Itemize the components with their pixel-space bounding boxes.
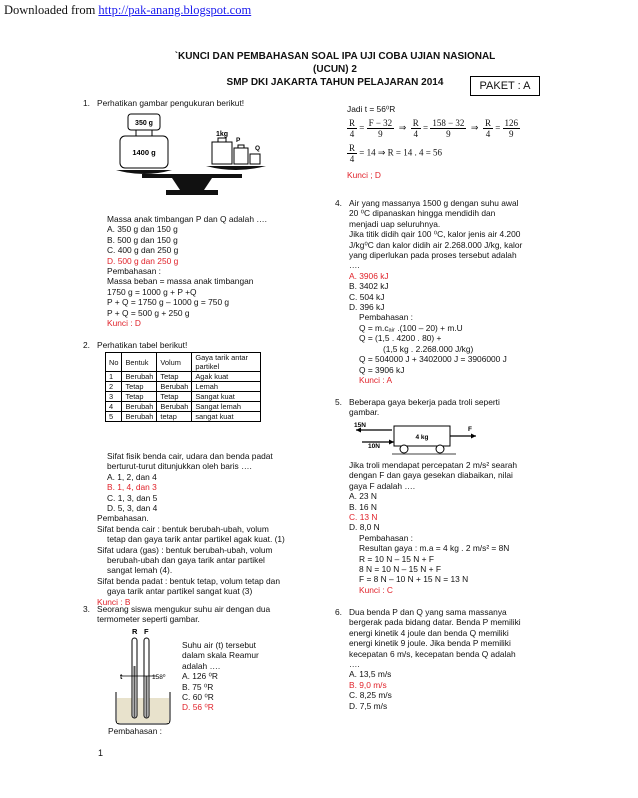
q4-calc-5: Q = 3906 kJ bbox=[359, 364, 405, 375]
table-cell: Tetap bbox=[157, 372, 192, 382]
frac-den: 9 bbox=[446, 129, 451, 140]
q3-question-1: Suhu air (t) tersebut bbox=[182, 640, 257, 650]
weight-q-label: Q bbox=[255, 145, 261, 152]
q4-line-7: …. bbox=[349, 260, 360, 271]
q3-kunci: Kunci ; D bbox=[347, 170, 381, 181]
q2-number: 2. bbox=[83, 340, 90, 350]
q4-calc-4: Q = 504000 J + 3402000 J = 3906000 J bbox=[359, 354, 507, 365]
question-3 bbox=[83, 604, 322, 625]
q3-body bbox=[182, 640, 322, 713]
result-14: = 14 ⇒ R = 14 . 4 = 56 bbox=[359, 147, 443, 158]
q3-solution bbox=[333, 104, 548, 181]
force-15n-label: 15N bbox=[354, 422, 366, 429]
balance-scale-figure bbox=[112, 110, 292, 206]
q3-formula-1 bbox=[333, 118, 548, 139]
mass-label: 4 kg bbox=[415, 434, 429, 441]
weight-1400-label: 1400 g bbox=[132, 148, 156, 157]
q4-line-1: Air yang massanya 1500 g dengan suhu awal bbox=[349, 198, 519, 208]
table-cell: sangat kuat bbox=[192, 412, 261, 422]
q3-question-2: dalam skala Reamur bbox=[182, 650, 259, 661]
q4-line-2: 20 ⁰C dipanaskan hingga mendidih dan bbox=[349, 208, 496, 219]
table-row bbox=[106, 372, 261, 382]
page-number: 1 bbox=[98, 748, 104, 758]
q4-calc-2: Q = (1,5 . 4200 . 80) + bbox=[359, 333, 442, 344]
q5-option-c[interactable]: C. 13 N bbox=[349, 512, 378, 523]
q2-pembahasan-label: Pembahasan. bbox=[97, 513, 149, 524]
q2-line-7: gaya tarik antar partikel sangat kuat (3) bbox=[107, 586, 253, 597]
table-cell: Lemah bbox=[192, 382, 261, 392]
table-cell: Sangat kuat bbox=[192, 392, 261, 402]
q1-kunci: Kunci : D bbox=[107, 318, 141, 329]
q4-number: 4. bbox=[335, 198, 342, 208]
q6-option-c[interactable]: C. 8,25 m/s bbox=[349, 690, 392, 701]
q6-option-d[interactable]: D. 7,5 m/s bbox=[349, 700, 388, 711]
table-header: No bbox=[106, 353, 122, 372]
frac-den: 9 bbox=[378, 129, 383, 140]
q1-option-a[interactable]: A. 350 g dan 150 g bbox=[107, 224, 178, 235]
q4-kunci: Kunci : A bbox=[359, 374, 393, 385]
frac-num: F − 32 bbox=[368, 118, 393, 129]
q5-pembahasan-label: Pembahasan : bbox=[359, 532, 414, 543]
q6-option-b[interactable]: B. 9,0 m/s bbox=[349, 679, 387, 690]
table-cell: Tetap bbox=[122, 392, 157, 402]
page-title bbox=[170, 50, 500, 89]
q3-option-c[interactable]: C. 60 ⁰R bbox=[182, 692, 214, 703]
q5-text-1: Beberapa gaya bekerja pada troli seperti bbox=[349, 397, 500, 407]
frac-den: 4 bbox=[349, 129, 355, 140]
question-6 bbox=[335, 607, 549, 711]
q4-option-d[interactable]: D. 396 kJ bbox=[349, 302, 385, 313]
q1-line-2: 1750 g = 1000 g + P +Q bbox=[107, 286, 197, 297]
q3-option-b[interactable]: B. 75 ⁰R bbox=[182, 681, 214, 692]
q2-line-5: sangat lemah (4). bbox=[107, 565, 173, 576]
q2-line-6: Sifat benda padat : bentuk tetap, volum tetap dan bbox=[97, 575, 280, 586]
q2-option-c[interactable]: C. 1, 3, dan 5 bbox=[107, 492, 158, 503]
table-header-row bbox=[106, 353, 261, 372]
q4-line-4: Jika titik didih qair 100 ⁰C, kalor jenis air 4.200 bbox=[349, 229, 521, 240]
q1-option-d[interactable]: D. 500 g dan 250 g bbox=[107, 255, 179, 266]
download-prefix: Downloaded from bbox=[4, 3, 99, 17]
weight-350-label: 350 g bbox=[135, 120, 153, 127]
frac-num: 126 bbox=[504, 118, 519, 129]
table-header: Volum bbox=[157, 353, 192, 372]
implies: ⇒ bbox=[470, 122, 479, 133]
frac bbox=[347, 143, 357, 164]
table-cell: Berubah bbox=[157, 402, 192, 412]
table-header: Gaya tarik antar partikel bbox=[192, 353, 261, 372]
q1-option-b[interactable]: B. 500 g dan 150 g bbox=[107, 234, 178, 245]
q4-line-6: yang diperlukan pada proses tersebut adalah bbox=[349, 250, 517, 261]
q5-option-d[interactable]: D. 8,0 N bbox=[349, 522, 380, 533]
q2-line-2: tetap dan gaya tarik antar partikel agak kuat. (1) bbox=[107, 534, 285, 545]
q3-number: 3. bbox=[83, 604, 90, 614]
q4-line-3: menjadi uap seluruhnya. bbox=[349, 218, 441, 229]
q1-text: Perhatikan gambar pengukuran berikut! bbox=[97, 98, 245, 108]
q1-option-c[interactable]: C. 400 g dan 250 g bbox=[107, 245, 179, 256]
frac-num: R bbox=[349, 118, 356, 129]
q6-line-4: energi kinetik 9 joule. Jika benda P memiliki bbox=[349, 638, 511, 649]
q5-option-a[interactable]: A. 23 N bbox=[349, 491, 377, 502]
table-cell: Berubah bbox=[122, 402, 157, 412]
table-cell: Agak kuat bbox=[192, 372, 261, 382]
table-cell: Tetap bbox=[122, 382, 157, 392]
q5-calc-1: Resultan gaya : m.a = 4 kg . 2 m/s² = 8N bbox=[359, 543, 510, 554]
q2-option-a[interactable]: A. 1, 2, dan 4 bbox=[107, 471, 157, 482]
q3-text-2: termometer seperti gambar. bbox=[97, 614, 200, 625]
table-cell: 3 bbox=[106, 392, 122, 402]
thermo-t-label: t bbox=[120, 674, 123, 681]
q1-pembahasan-label: Pembahasan : bbox=[107, 266, 162, 277]
weight-p-label: P bbox=[236, 137, 241, 144]
frac-num: R bbox=[484, 118, 491, 129]
q6-line-2: bergerak pada bidang datar. Benda P memiliki bbox=[349, 617, 521, 628]
frac-den: 4 bbox=[349, 154, 355, 165]
table-cell: 5 bbox=[106, 412, 122, 422]
q6-line-3: energi kinetik 4 joule dan benda Q memiliki bbox=[349, 627, 509, 638]
q4-pembahasan-label: Pembahasan : bbox=[359, 312, 414, 323]
equals: = bbox=[359, 122, 365, 133]
frac bbox=[367, 118, 395, 139]
thermometer-figure bbox=[112, 626, 174, 726]
q3-option-a[interactable]: A. 126 ⁰R bbox=[182, 671, 218, 682]
q3-question-3: adalah …. bbox=[182, 660, 221, 671]
frac-den: 9 bbox=[509, 129, 514, 140]
q2-option-d[interactable]: D. 5, 3, dan 4 bbox=[107, 503, 158, 514]
q6-option-a[interactable]: A. 13,5 m/s bbox=[349, 669, 392, 680]
implies: ⇒ bbox=[398, 122, 407, 133]
frac-den: 4 bbox=[413, 129, 418, 140]
download-header bbox=[4, 3, 251, 18]
frac-num: 158 − 32 bbox=[432, 118, 465, 129]
weight-1kg-label: 1kg bbox=[216, 131, 229, 138]
q6-number: 6. bbox=[335, 607, 342, 617]
table-cell: tetap bbox=[157, 412, 192, 422]
q3-formula-2 bbox=[333, 143, 548, 164]
q5-question-1: Jika troli mendapat percepatan 2 m/s² searah bbox=[349, 460, 518, 470]
q2-line-3: Sifat udara (gas) : bentuk berubah-ubah, volum bbox=[97, 544, 273, 555]
q2-kunci: Kunci : B bbox=[97, 596, 131, 607]
q1-line-1: Massa beban = massa anak timbangan bbox=[107, 276, 254, 287]
q6-line-6: …. bbox=[349, 659, 360, 670]
thermo-r-label: R bbox=[132, 627, 138, 636]
table-cell: 2 bbox=[106, 382, 122, 392]
q1-body bbox=[97, 214, 322, 328]
frac-num: R bbox=[349, 143, 356, 154]
table-cell: 4 bbox=[106, 402, 122, 412]
q2-question-2: berturut-turut ditunjukkan oleh baris …. bbox=[107, 461, 252, 472]
q3-option-d[interactable]: D. 56 ⁰R bbox=[182, 702, 214, 713]
q5-number: 5. bbox=[335, 397, 342, 407]
table-cell: Berubah bbox=[122, 412, 157, 422]
table-cell: Berubah bbox=[157, 382, 192, 392]
q2-line-1: Sifat benda cair : bentuk berubah-ubah, volum bbox=[97, 523, 269, 534]
thermo-f-label: F bbox=[144, 627, 149, 636]
table-cell: Sangat lemah bbox=[192, 402, 261, 412]
frac bbox=[430, 118, 466, 139]
frac-den: 4 bbox=[485, 129, 491, 140]
q6-line-5: kecepatan 6 m/s, kecepatan benda Q adalah bbox=[349, 648, 516, 659]
q1-line-3: P + Q = 1750 g – 1000 g = 750 g bbox=[107, 297, 230, 308]
q2-line-4: berubah-ubah dan gaya tarik antar partikel bbox=[107, 555, 265, 566]
frac bbox=[411, 118, 421, 139]
question-2 bbox=[83, 340, 322, 422]
question-5 bbox=[335, 397, 549, 418]
q1-number: 1. bbox=[83, 98, 90, 108]
q2-text: Perhatikan tabel berikut! bbox=[97, 340, 188, 350]
q2-option-b[interactable]: B. 1, 4, dan 3 bbox=[107, 482, 157, 493]
q3-pembahasan-label: Pembahasan : bbox=[108, 726, 163, 736]
q5-calc-3: 8 N = 10 N – 15 N + F bbox=[359, 564, 441, 575]
table-row bbox=[106, 402, 261, 412]
frac bbox=[503, 118, 521, 139]
table-row bbox=[106, 392, 261, 402]
q5-calc-2: R = 10 N – 15 N + F bbox=[359, 553, 434, 564]
table-cell: Berubah bbox=[122, 372, 157, 382]
table-header: Bentuk bbox=[122, 353, 157, 372]
q5-question-3: gaya F adalah …. bbox=[349, 480, 416, 491]
paket-badge: PAKET : A bbox=[470, 76, 540, 96]
trolley-figure bbox=[352, 420, 482, 456]
q4-calc-1: Q = m.cₐᵢᵣ .(100 – 20) + m.U bbox=[359, 322, 463, 333]
q4-calc-3: (1,5 kg . 2.268.000 J/kg) bbox=[383, 343, 474, 354]
q5-question-2: dengan F dan gaya gesekan diabaikan, nilai bbox=[349, 470, 513, 481]
q3-jadi: Jadi t = 56⁰R bbox=[347, 104, 396, 114]
q5-calc-4: F = 8 N – 10 N + 15 N = 13 N bbox=[359, 574, 469, 585]
equals: = bbox=[423, 122, 429, 133]
q4-option-a[interactable]: A. 3906 kJ bbox=[349, 270, 389, 281]
frac bbox=[347, 118, 357, 139]
q6-line-1: Dua benda P dan Q yang sama massanya bbox=[349, 607, 507, 617]
table-row bbox=[106, 382, 261, 392]
q3-text-1: Seorang siswa mengukur suhu air dengan dua bbox=[97, 604, 271, 614]
question-1 bbox=[83, 98, 322, 108]
q1-line-4: P + Q = 500 g + 250 g bbox=[107, 307, 190, 318]
q5-kunci: Kunci : C bbox=[359, 584, 393, 595]
q5-body bbox=[349, 460, 549, 595]
q5-text-2: gambar. bbox=[349, 407, 380, 418]
q5-option-b[interactable]: B. 16 N bbox=[349, 501, 377, 512]
frac bbox=[483, 118, 493, 139]
question-4 bbox=[335, 198, 549, 385]
equals: = bbox=[495, 122, 501, 133]
blog-link[interactable]: http://pak-anang.blogspot.com bbox=[98, 3, 252, 17]
force-f-label: F bbox=[468, 426, 472, 433]
table-row bbox=[106, 412, 261, 422]
table-cell: 1 bbox=[106, 372, 122, 382]
q4-option-c[interactable]: C. 504 kJ bbox=[349, 291, 385, 302]
q4-option-b[interactable]: B. 3402 kJ bbox=[349, 281, 389, 292]
q2-question-1: Sifat fisik benda cair, udara dan benda padat bbox=[107, 451, 273, 461]
frac-num: R bbox=[412, 118, 419, 129]
q2-body bbox=[97, 451, 322, 607]
q4-line-5: J/kg⁰C dan kalor didih air 2.268.000 J/kg, kalor bbox=[349, 239, 523, 250]
force-10n-label: 10N bbox=[368, 443, 380, 450]
q2-table bbox=[105, 352, 261, 422]
thermo-158-label: 158⁰ bbox=[152, 674, 166, 681]
table-cell: Tetap bbox=[157, 392, 192, 402]
title-line-2: SMP DKI JAKARTA TAHUN PELAJARAN 2014 bbox=[226, 77, 444, 88]
title-line-1: `KUNCI DAN PEMBAHASAN SOAL IPA UJI COBA UJIAN NASIONAL (UCUN) 2 bbox=[174, 51, 496, 75]
q1-question: Massa anak timbangan P dan Q adalah …. bbox=[107, 214, 267, 224]
